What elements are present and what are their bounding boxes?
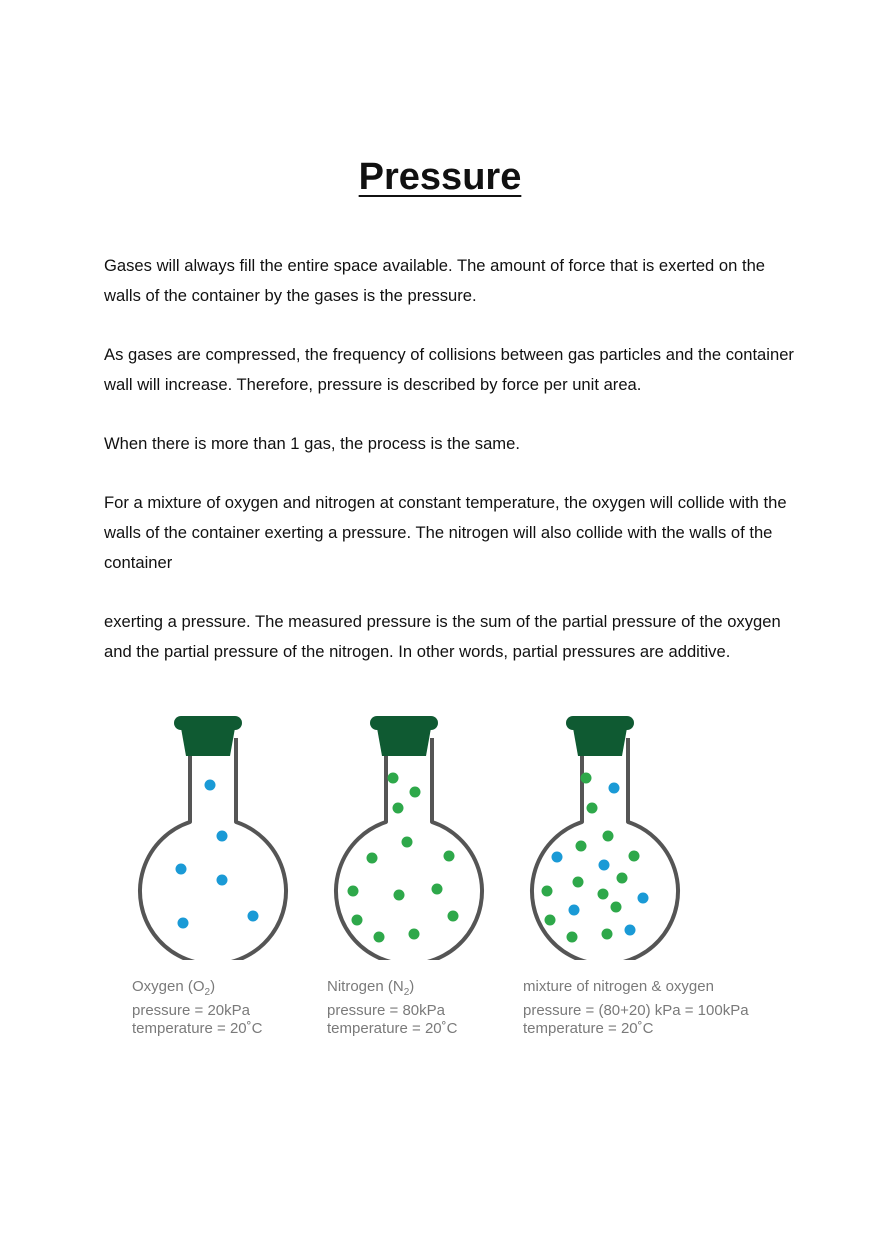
flask-stopper-lip: [566, 716, 634, 730]
oxygen-particle: [638, 893, 649, 904]
oxygen-particle: [248, 911, 259, 922]
flask-glass: [336, 738, 482, 960]
flask-glass: [532, 738, 678, 960]
oxygen-particle: [569, 905, 580, 916]
nitrogen-particle: [388, 773, 399, 784]
particle-group: [176, 780, 259, 929]
nitrogen-particle: [393, 803, 404, 814]
nitrogen-particle: [367, 853, 378, 864]
nitrogen-flask-label: Nitrogen $(N_2)$: [327, 978, 415, 998]
oxygen-particle: [178, 918, 189, 929]
mixture-caption: [523, 978, 749, 1038]
page-title: Pressure: [358, 156, 522, 198]
oxygen-caption: [132, 978, 262, 1038]
nitrogen-particle: [573, 877, 584, 888]
oxygen-flask: [128, 710, 298, 960]
oxygen-particle: [176, 864, 187, 875]
nitrogen-particle: [576, 841, 587, 852]
paragraph-1: Gases will always fill the entire space available. The amount of force that is exerted on the walls of the container by the gases is the pressure.: [104, 256, 766, 305]
flask-stopper-plug: [181, 728, 235, 756]
nitrogen-particle: [348, 886, 359, 897]
mixture-flask: [520, 710, 690, 960]
paragraph-3: When there is more than 1 gas, the process is the same.: [104, 434, 520, 453]
nitrogen-particle: [598, 889, 609, 900]
oxygen-particle: [552, 852, 563, 863]
oxygen-particle: [625, 925, 636, 936]
mixture-pressure: pressure = (80+20) kPa = 100kPa: [523, 1002, 749, 1019]
nitrogen-particle: [444, 851, 455, 862]
oxygen-flask-label: Oxygen $(O_2)$: [132, 978, 216, 998]
flask-stopper-lip: [370, 716, 438, 730]
flask-stopper-plug: [377, 728, 431, 756]
flask-stopper-plug: [573, 728, 627, 756]
nitrogen-caption: [327, 978, 457, 1038]
oxygen-temperature: temperature = 20˚C: [132, 1020, 263, 1037]
nitrogen-particle: [581, 773, 592, 784]
oxygen-particle: [205, 780, 216, 791]
flask-stopper-lip: [174, 716, 242, 730]
nitrogen-particle: [617, 873, 628, 884]
nitrogen-particle: [410, 787, 421, 798]
nitrogen-temperature: temperature = 20˚C: [327, 1020, 458, 1037]
oxygen-particle: [217, 875, 228, 886]
nitrogen-particle: [567, 932, 578, 943]
nitrogen-particle: [448, 911, 459, 922]
paragraph-5: exerting a pressure. The measured pressure is the sum of the partial pressure of the oxygen and the partial pressure of the nitrogen. In other words, partial pressures are additive.: [104, 612, 781, 661]
nitrogen-particle: [402, 837, 413, 848]
nitrogen-particle: [432, 884, 443, 895]
nitrogen-particle: [542, 886, 553, 897]
nitrogen-particle: [394, 890, 405, 901]
nitrogen-particle: [374, 932, 385, 943]
oxygen-particle: [217, 831, 228, 842]
oxygen-particle: [599, 860, 610, 871]
particle-group: [542, 773, 649, 943]
nitrogen-particle: [352, 915, 363, 926]
particle-group: [348, 773, 459, 943]
nitrogen-flask: [324, 710, 494, 960]
paragraph-4: For a mixture of oxygen and nitrogen at constant temperature, the oxygen will collide with the walls of the container exerting a pressure. The nitrogen will also collide with the walls of the container: [104, 493, 787, 572]
mixture-flask-label: mixture of nitrogen & oxygen: [523, 978, 714, 995]
nitrogen-particle: [611, 902, 622, 913]
partial-pressure-figure: [120, 710, 780, 1040]
nitrogen-particle: [603, 831, 614, 842]
mixture-temperature: temperature = 20˚C: [523, 1020, 654, 1037]
flask-glass: [140, 738, 286, 960]
nitrogen-pressure: pressure = 80kPa: [327, 1002, 445, 1019]
nitrogen-particle: [409, 929, 420, 940]
paragraph-2: As gases are compressed, the frequency of collisions between gas particles and the container wall will increase. Therefore, pressure is described by force per unit area.: [104, 345, 794, 394]
nitrogen-particle: [629, 851, 640, 862]
oxygen-particle: [609, 783, 620, 794]
nitrogen-particle: [602, 929, 613, 940]
nitrogen-particle: [545, 915, 556, 926]
oxygen-pressure: pressure = 20kPa: [132, 1002, 250, 1019]
nitrogen-particle: [587, 803, 598, 814]
